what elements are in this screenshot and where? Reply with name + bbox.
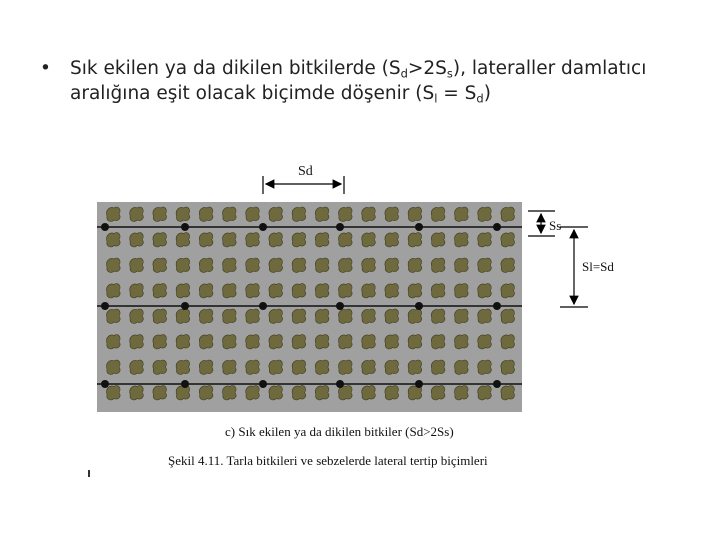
plant xyxy=(501,386,515,400)
plant xyxy=(408,258,422,272)
plant xyxy=(107,233,121,247)
plant xyxy=(478,233,492,247)
plant xyxy=(269,360,283,374)
plant xyxy=(385,335,399,349)
plant xyxy=(385,309,399,323)
plant xyxy=(501,360,515,374)
emitter-dot xyxy=(259,223,267,231)
plant xyxy=(246,284,260,298)
plant xyxy=(431,233,445,247)
plant xyxy=(362,233,376,247)
plant xyxy=(339,207,353,221)
plant xyxy=(199,335,213,349)
plant xyxy=(199,309,213,323)
plant xyxy=(292,335,306,349)
plant xyxy=(478,386,492,400)
plant xyxy=(107,258,121,272)
plant xyxy=(501,258,515,272)
sl-label: Sl=Sd xyxy=(582,259,614,274)
plant xyxy=(176,309,190,323)
plant xyxy=(269,258,283,272)
plant xyxy=(176,386,190,400)
stray-mark xyxy=(88,470,90,477)
plant xyxy=(315,258,329,272)
plant xyxy=(292,284,306,298)
plant xyxy=(223,233,237,247)
plant xyxy=(223,335,237,349)
ss-label: Ss xyxy=(549,218,562,233)
plant xyxy=(408,335,422,349)
plant xyxy=(246,258,260,272)
line2-sub-d: d xyxy=(476,91,484,106)
plant xyxy=(501,233,515,247)
plant xyxy=(501,284,515,298)
emitter-dot xyxy=(181,302,189,310)
plant xyxy=(246,233,260,247)
plant xyxy=(408,207,422,221)
plant xyxy=(385,207,399,221)
plant xyxy=(223,360,237,374)
plant xyxy=(478,309,492,323)
plant xyxy=(431,335,445,349)
plant xyxy=(130,360,144,374)
plant xyxy=(478,360,492,374)
plant xyxy=(199,233,213,247)
plant xyxy=(223,309,237,323)
plant xyxy=(269,207,283,221)
emitter-dot xyxy=(259,302,267,310)
plant xyxy=(130,258,144,272)
plant xyxy=(362,335,376,349)
emitter-dot xyxy=(101,223,109,231)
emitter-dot xyxy=(336,223,344,231)
plant xyxy=(315,335,329,349)
plant xyxy=(362,309,376,323)
plant xyxy=(153,309,167,323)
plant xyxy=(315,386,329,400)
line1-sub-s: s xyxy=(446,66,453,81)
plant xyxy=(107,335,121,349)
emitter-dot xyxy=(259,380,267,388)
plant xyxy=(176,258,190,272)
plant xyxy=(315,284,329,298)
ss-dimension xyxy=(528,211,561,236)
plant xyxy=(153,335,167,349)
plant xyxy=(478,284,492,298)
plant xyxy=(478,335,492,349)
plant xyxy=(130,309,144,323)
plant xyxy=(176,207,190,221)
emitter-dot xyxy=(415,380,423,388)
plant xyxy=(246,386,260,400)
plant xyxy=(315,207,329,221)
plant xyxy=(246,309,260,323)
plant xyxy=(153,360,167,374)
plant xyxy=(223,258,237,272)
plant xyxy=(455,335,469,349)
plant xyxy=(130,386,144,400)
emitter-dot xyxy=(336,302,344,310)
plant xyxy=(455,233,469,247)
plant xyxy=(431,284,445,298)
plant xyxy=(199,360,213,374)
plant xyxy=(292,386,306,400)
plant xyxy=(431,258,445,272)
emitter-dot xyxy=(415,223,423,231)
plant xyxy=(362,386,376,400)
plant xyxy=(199,258,213,272)
plant xyxy=(269,233,283,247)
plant xyxy=(153,386,167,400)
plant xyxy=(107,309,121,323)
plant xyxy=(385,258,399,272)
emitter-dot xyxy=(101,380,109,388)
line2-part-c: ) xyxy=(483,83,491,104)
emitter-dot xyxy=(493,223,501,231)
plant xyxy=(199,284,213,298)
plant xyxy=(292,309,306,323)
plant xyxy=(176,233,190,247)
plant xyxy=(176,284,190,298)
plant xyxy=(339,233,353,247)
plant xyxy=(107,284,121,298)
plant xyxy=(339,309,353,323)
bullet-dot: • xyxy=(40,58,51,79)
plant xyxy=(339,258,353,272)
plant xyxy=(292,360,306,374)
plant xyxy=(362,360,376,374)
plant xyxy=(362,284,376,298)
emitter-dot xyxy=(493,380,501,388)
plant xyxy=(455,309,469,323)
plant xyxy=(501,335,515,349)
plant xyxy=(269,335,283,349)
emitter-dot xyxy=(181,380,189,388)
sl-dimension xyxy=(560,227,614,307)
plant xyxy=(223,386,237,400)
plant xyxy=(315,360,329,374)
plant xyxy=(431,207,445,221)
plant xyxy=(385,233,399,247)
plant xyxy=(339,284,353,298)
plant xyxy=(130,284,144,298)
plant xyxy=(269,386,283,400)
plant xyxy=(455,360,469,374)
plant xyxy=(292,258,306,272)
plant xyxy=(107,207,121,221)
plant xyxy=(223,284,237,298)
plant xyxy=(455,207,469,221)
sd-dimension xyxy=(263,164,344,194)
emitter-dot xyxy=(415,302,423,310)
plant xyxy=(269,309,283,323)
plant xyxy=(246,207,260,221)
plant xyxy=(408,309,422,323)
plant xyxy=(408,360,422,374)
plant xyxy=(478,207,492,221)
plant xyxy=(292,233,306,247)
plant xyxy=(107,386,121,400)
plant xyxy=(153,233,167,247)
line1-part-a: Sık ekilen ya da dikilen bitkilerde (S xyxy=(70,58,401,79)
plant xyxy=(176,360,190,374)
line2-sub-l: l xyxy=(434,91,438,106)
plant xyxy=(107,360,121,374)
plant xyxy=(315,309,329,323)
plant xyxy=(199,386,213,400)
plant xyxy=(176,335,190,349)
plant xyxy=(223,207,237,221)
plant xyxy=(408,284,422,298)
plant xyxy=(199,207,213,221)
sd-label: Sd xyxy=(298,164,313,179)
emitter-dot xyxy=(336,380,344,388)
plant xyxy=(339,335,353,349)
plant xyxy=(130,335,144,349)
plant xyxy=(385,386,399,400)
plant xyxy=(455,284,469,298)
emitter-dot xyxy=(101,302,109,310)
line1-part-c: ), lateraller damlatıcı xyxy=(452,58,647,79)
plant xyxy=(315,233,329,247)
line2-part-b: = S xyxy=(437,83,477,104)
plant xyxy=(246,360,260,374)
plant xyxy=(455,258,469,272)
line2-part-a: aralığına eşit olacak biçimde döşenir (S xyxy=(70,83,435,104)
plant xyxy=(292,207,306,221)
figure-subcaption: c) Sık ekilen ya da dikilen bitkiler (Sd>2Ss) xyxy=(225,424,454,439)
plant xyxy=(431,360,445,374)
figure-caption: Şekil 4.11. Tarla bitkileri ve sebzelerde lateral tertip biçimleri xyxy=(168,453,488,468)
plant xyxy=(362,258,376,272)
plant xyxy=(385,284,399,298)
line1-part-b: >2S xyxy=(407,58,447,79)
plant xyxy=(153,284,167,298)
plant xyxy=(362,207,376,221)
emitter-dot xyxy=(181,223,189,231)
plant xyxy=(408,233,422,247)
plant xyxy=(153,258,167,272)
plant xyxy=(385,360,399,374)
plant xyxy=(130,233,144,247)
plant xyxy=(269,284,283,298)
plant xyxy=(246,335,260,349)
plant xyxy=(130,207,144,221)
plant xyxy=(501,207,515,221)
plant xyxy=(153,207,167,221)
plant xyxy=(339,360,353,374)
plant xyxy=(478,258,492,272)
emitter-dot xyxy=(493,302,501,310)
plant xyxy=(501,309,515,323)
plant xyxy=(431,386,445,400)
line1-sub-d: d xyxy=(400,66,408,81)
plant xyxy=(455,386,469,400)
plant xyxy=(431,309,445,323)
